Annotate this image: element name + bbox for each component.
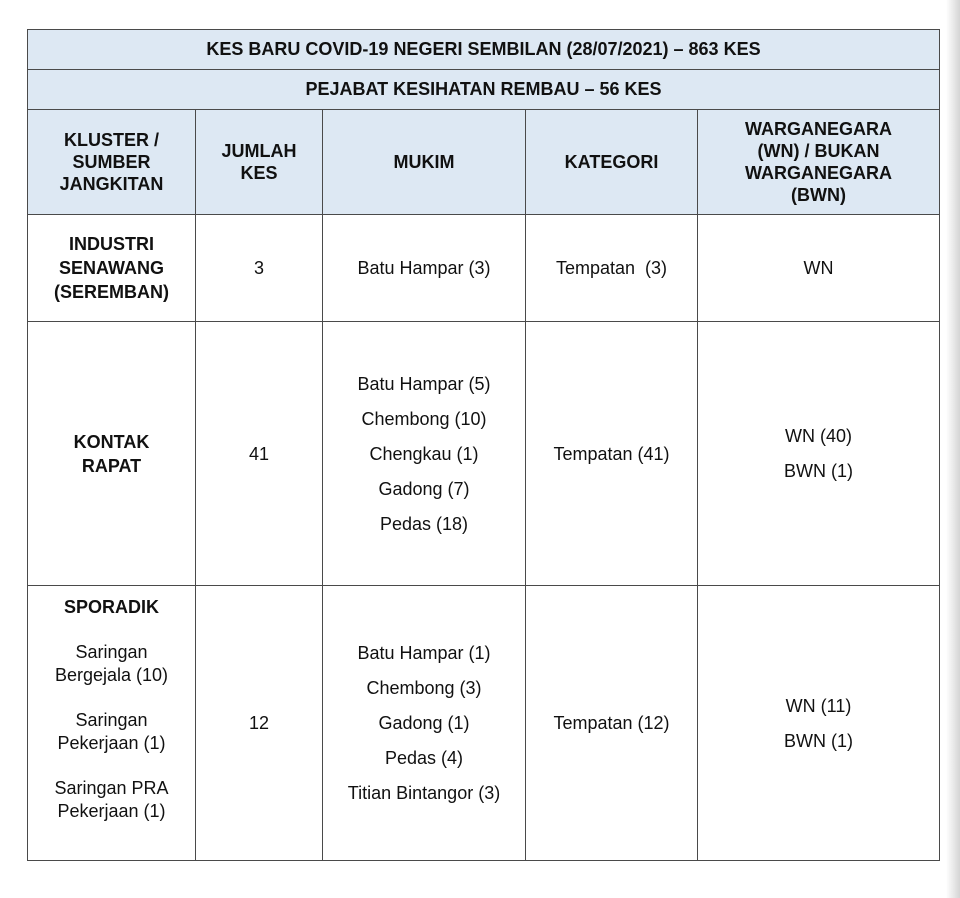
category-cell: Tempatan (3) — [526, 215, 698, 322]
mukim-cell: Batu Hampar (1) Chembong (3) Gadong (1) Pedas (4) Titian Bintangor (3) — [323, 586, 526, 861]
mukim-cell: Batu Hampar (3) — [323, 215, 526, 322]
header-cluster: KLUSTER / SUMBER JANGKITAN — [28, 110, 196, 215]
citizenship-cell: WN (11) BWN (1) — [698, 586, 940, 861]
citizenship-cell: WN — [698, 215, 940, 322]
category-cell: Tempatan (12) — [526, 586, 698, 861]
table-row — [28, 586, 940, 861]
cases-cell: 41 — [196, 322, 323, 586]
cluster-cell: INDUSTRI SENAWANG (SEREMBAN) — [28, 215, 196, 322]
table-subtitle: PEJABAT KESIHATAN REMBAU – 56 KES — [28, 70, 940, 110]
table-row — [28, 215, 940, 322]
covid-cases-table — [27, 29, 940, 861]
page-edge-shadow — [946, 0, 960, 898]
table-title: KES BARU COVID-19 NEGERI SEMBILAN (28/07/2021) – 863 KES — [28, 30, 940, 70]
cluster-cell: SPORADIK Saringan Bergejala (10) Saringan Pekerjaan (1) Saringan PRA Pekerjaan (1) — [28, 586, 196, 861]
header-citizenship: WARGANEGARA (WN) / BUKAN WARGANEGARA (BWN) — [698, 110, 940, 215]
mukim-cell: Batu Hampar (5) Chembong (10) Chengkau (1) Gadong (7) Pedas (18) — [323, 322, 526, 586]
header-cases: JUMLAH KES — [196, 110, 323, 215]
header-mukim: MUKIM — [323, 110, 526, 215]
table-row — [28, 322, 940, 586]
cluster-cell: KONTAK RAPAT — [28, 322, 196, 586]
cases-cell: 3 — [196, 215, 323, 322]
header-category: KATEGORI — [526, 110, 698, 215]
cases-cell: 12 — [196, 586, 323, 861]
category-cell: Tempatan (41) — [526, 322, 698, 586]
citizenship-cell: WN (40) BWN (1) — [698, 322, 940, 586]
